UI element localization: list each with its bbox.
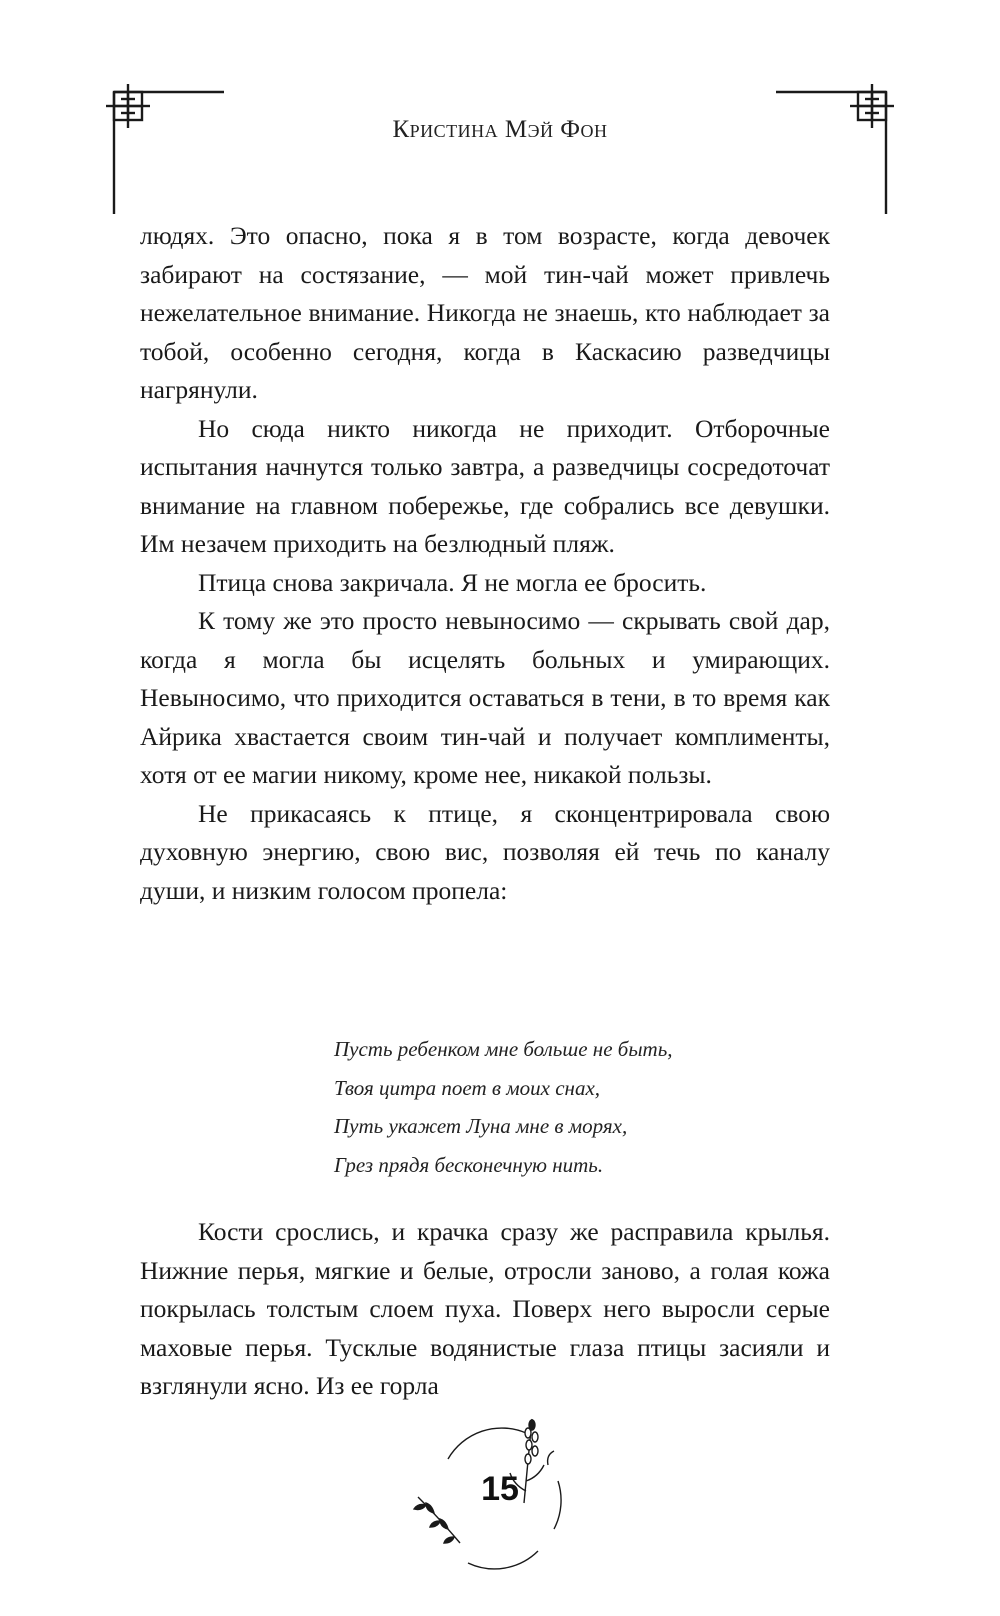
poem-stanza xyxy=(334,1030,854,1184)
paragraph: Не прикасаясь к птице, я сконцентрировала свою духовную энергию, свою вис, позволяя ей течь по каналу души, и низким голосом пропела: xyxy=(140,798,830,905)
paragraph: К тому же это просто невыносимо — скрывать свой дар, когда я могла бы исцелять больных и умирающих. Невыносимо, что приходится оставаться в тени, в то время как Айрика хвастается своим тин-чай и получает комплименты, хотя от ее магии никому, кроме нее, никакой пользы. xyxy=(140,606,830,789)
page-number: 15 xyxy=(481,1470,519,1508)
paragraph: Птица снова закричала. Я не могла ее бросить. xyxy=(198,567,707,597)
poem-line: Пусть ребенком мне больше не быть, xyxy=(334,1037,673,1061)
poem-line: Грез прядя бесконечную нить. xyxy=(334,1152,604,1177)
paragraph: Но сюда никто никогда не приходит. Отборочные испытания начнутся только завтра, а разведчицы сосредоточат внимание на главном побережье, где собрались все девушки. Им незачем приходить на безлюдный пляж. xyxy=(140,413,830,558)
paragraph: людях. Это опасно, пока я в том возрасте, когда девочек забирают на состязание, — мой тин-чай может привлечь нежелательное внимание. Никогда не знаешь, кто наблюдает за тобой, особенно сегодня, когда в Каскасию разведчицы нагрянули. xyxy=(140,221,830,404)
body-text-top xyxy=(140,217,830,910)
fret-corner-ornament-icon xyxy=(106,84,256,216)
body-text-bottom xyxy=(140,1213,830,1406)
fret-corner-ornament-icon xyxy=(744,84,894,216)
poem-line: Твоя цитра поет в моих снах, xyxy=(334,1075,601,1100)
paragraph: Кости срослись, и крачка сразу же расправила крылья. Нижние перья, мягкие и белые, отросли заново, а голая кожа покрылась толстым слоем пуха. Поверх него выросли серые маховые перья. Тусклые водянистые глаза птицы засияли и взглянули ясно. Из ее горла xyxy=(140,1217,830,1400)
running-head-author: Кристина Мэй Фон xyxy=(392,116,608,143)
poem-line: Путь укажет Луна мне в морях, xyxy=(334,1114,628,1138)
